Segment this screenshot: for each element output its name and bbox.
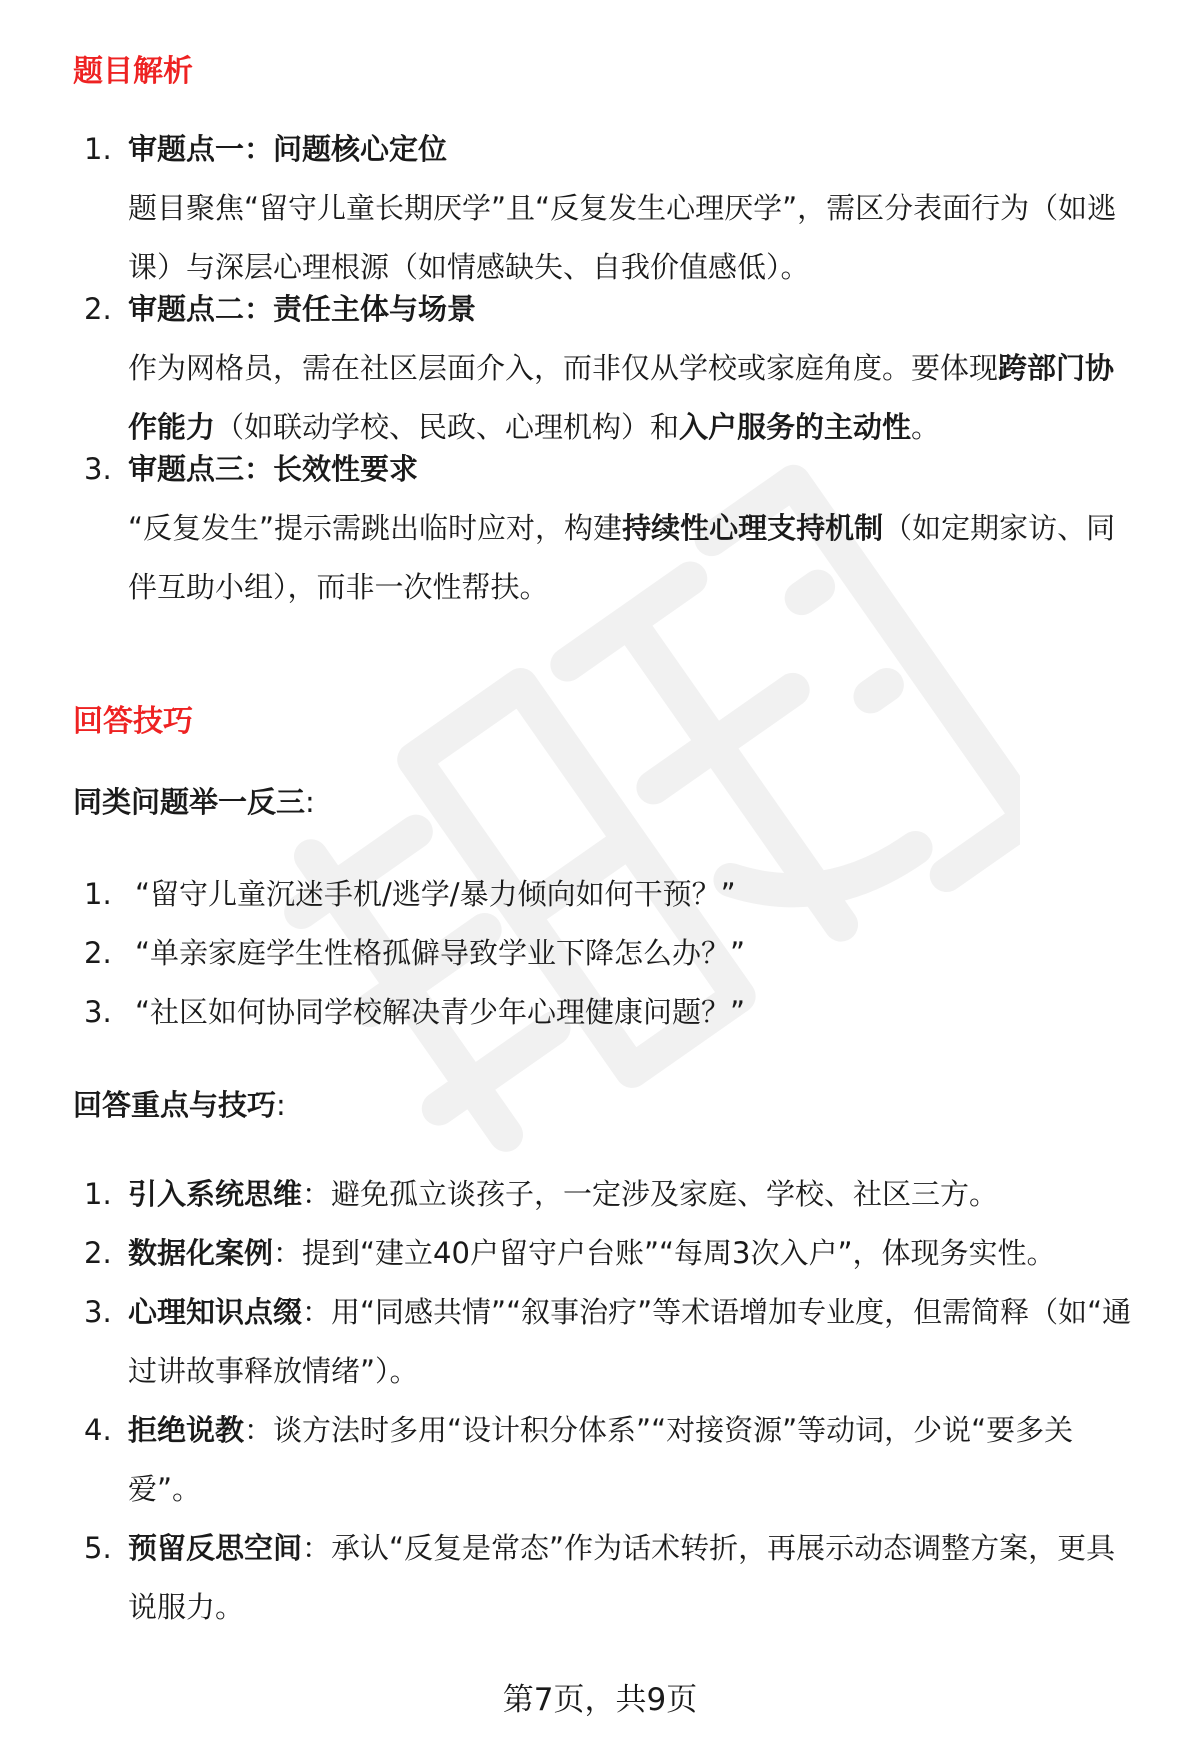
list-number: 2. <box>84 292 112 326</box>
item-label: 审题点一：问题核心定位 <box>128 132 448 166</box>
tip-label: 心理知识点缀 <box>128 1295 303 1329</box>
question-text: “社区如何协同学校解决青少年心理健康问题？” <box>135 995 746 1029</box>
emphasis-text: 入户服务的主动性 <box>679 410 912 444</box>
list-number: 1. <box>84 877 112 911</box>
list-number: 4. <box>84 1413 112 1447</box>
list-number: 5. <box>84 1531 112 1565</box>
item-label: 审题点二：责任主体与场景 <box>128 292 477 326</box>
list-number: 1. <box>84 132 112 166</box>
emphasis-text: 跨部门协作能力 <box>128 351 1115 444</box>
tip-text: ：承认“反复是常态”作为话术转折，再展示动态调整方案，更具说服力。 <box>128 1531 1116 1624</box>
emphasis-text: 持续性心理支持机制 <box>622 511 884 545</box>
list-number: 2. <box>84 1236 112 1270</box>
item-text: 题目聚焦“留守儿童长期厌学”且“反复发生心理厌学”，需区分表面行为（如逃课）与深层心理根源（如情感缺失、自我价值感低）。 <box>128 191 1117 284</box>
question-text: “留守儿童沉迷手机/逃学/暴力倾向如何干预？” <box>135 877 736 911</box>
list-number: 2. <box>84 936 112 970</box>
tip-text: ：谈方法时多用“设计积分体系”“对接资源”等动词，少说“要多关爱”。 <box>128 1413 1074 1506</box>
item-text: “反复发生”提示需跳出临时应对，构建持续性心理支持机制（如定期家访、同伴互助小组），而非一次性帮扶。 <box>128 511 1116 604</box>
tip-label: 预留反思空间 <box>128 1531 303 1565</box>
list-number: 3. <box>84 452 112 486</box>
subheading-similar-questions: 同类问题举一反三: <box>73 785 315 819</box>
tip-label: 拒绝说教 <box>128 1413 245 1447</box>
page-number: 第7页，共9页 <box>502 1682 698 1718</box>
list-number: 3. <box>84 995 112 1029</box>
tip-label: 数据化案例 <box>128 1236 274 1270</box>
list-number: 3. <box>84 1295 112 1329</box>
tip-text: ：避免孤立谈孩子，一定涉及家庭、学校、社区三方。 <box>302 1177 999 1211</box>
tip-label: 引入系统思维 <box>128 1177 303 1211</box>
item-text: 作为网格员，需在社区层面介入，而非仅从学校或家庭角度。要体现跨部门协作能力（如联动学校、民政、心理机构）和入户服务的主动性。 <box>128 351 1115 444</box>
list-number: 1. <box>84 1177 112 1211</box>
question-text: “单亲家庭学生性格孤僻导致学业下降怎么办？” <box>135 936 746 970</box>
section-heading-tips: 回答技巧 <box>73 704 193 739</box>
section-heading-analysis: 题目解析 <box>73 54 193 89</box>
item-label: 审题点三：长效性要求 <box>128 452 419 486</box>
tip-text: ：用“同感共情”“叙事治疗”等术语增加专业度，但需简释（如“通过讲故事释放情绪”）。 <box>128 1295 1132 1388</box>
tip-text: ：提到“建立40户留守户台账”“每周3次入户”，体现务实性。 <box>273 1236 1056 1270</box>
subheading-key-points: 回答重点与技巧: <box>73 1088 286 1122</box>
